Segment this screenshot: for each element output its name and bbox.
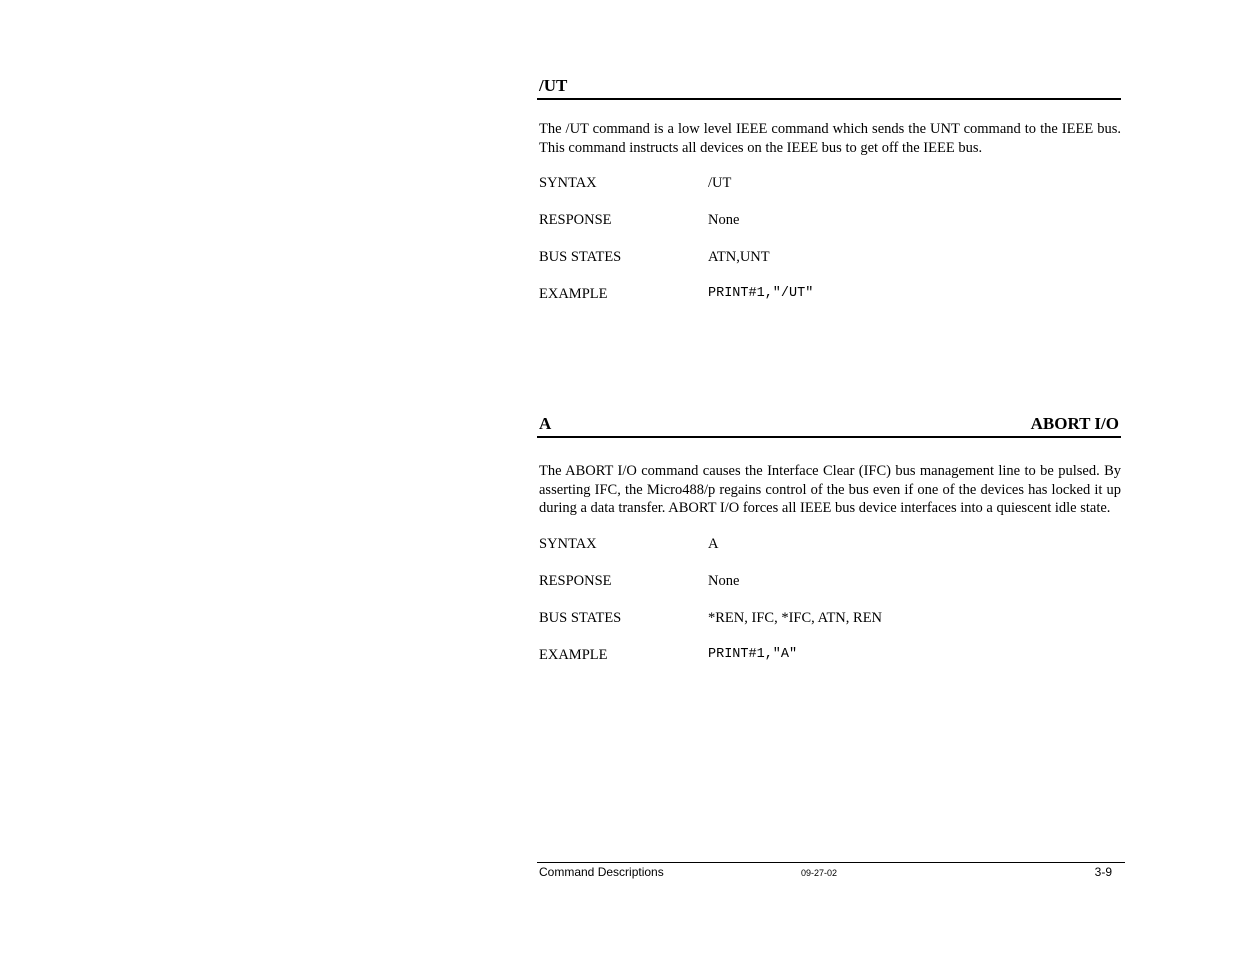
response-value: None — [708, 572, 740, 589]
section-ut-command — [539, 74, 1121, 322]
example-row — [539, 646, 1121, 683]
bus-states-row — [539, 248, 1121, 285]
footer-date: 09-27-02 — [801, 868, 838, 878]
response-value: None — [708, 212, 740, 228]
heading-title: ABORT I/O — [1030, 414, 1119, 433]
section-heading — [537, 412, 1121, 438]
section-abort-command — [539, 412, 1121, 683]
section-heading — [537, 74, 1121, 100]
bus-states-label: BUS STATES — [539, 609, 622, 626]
document-page — [539, 0, 1121, 954]
heading-command: /UT — [539, 76, 568, 95]
command-details — [539, 174, 1121, 322]
bus-states-row — [539, 609, 1121, 646]
syntax-row — [539, 535, 1121, 572]
bus-states-value: ATN,UNT — [708, 249, 770, 265]
heading-command: A — [539, 414, 552, 433]
response-row — [539, 211, 1121, 248]
footer-page-number: 3-9 — [1094, 865, 1112, 879]
syntax-value: A — [708, 535, 719, 552]
bus-states-value: *REN, IFC, *IFC, ATN, REN — [708, 609, 883, 626]
syntax-label: SYNTAX — [539, 175, 597, 191]
response-label: RESPONSE — [539, 212, 612, 228]
response-row — [539, 572, 1121, 609]
command-description: The /UT command is a low level IEEE command which sends the UNT command to the IEEE bus. This command instructs all devices on the IEEE bus to get off the IEEE bus. — [539, 121, 1121, 156]
syntax-value: /UT — [708, 175, 732, 191]
bus-states-label: BUS STATES — [539, 249, 622, 265]
example-label: EXAMPLE — [539, 646, 608, 663]
footer-chapter-title: Command Descriptions — [539, 865, 664, 879]
command-details — [539, 535, 1121, 683]
response-label: RESPONSE — [539, 572, 612, 589]
example-code: PRINT#1,"/UT" — [708, 286, 814, 301]
example-code: PRINT#1,"A" — [708, 646, 798, 662]
command-description: The ABORT I/O command causes the Interface Clear (IFC) bus management line to be pulsed. By asserting IFC, the Micro488/p regains control of the bus even if one of the devices has locked it up during a data transfer. ABORT I/O forces all IEEE bus device interfaces into a quiescent idle state. — [539, 463, 1121, 516]
example-label: EXAMPLE — [539, 286, 608, 302]
example-row — [539, 285, 1121, 322]
page-footer — [537, 862, 1125, 883]
syntax-row — [539, 174, 1121, 211]
syntax-label: SYNTAX — [539, 535, 597, 552]
